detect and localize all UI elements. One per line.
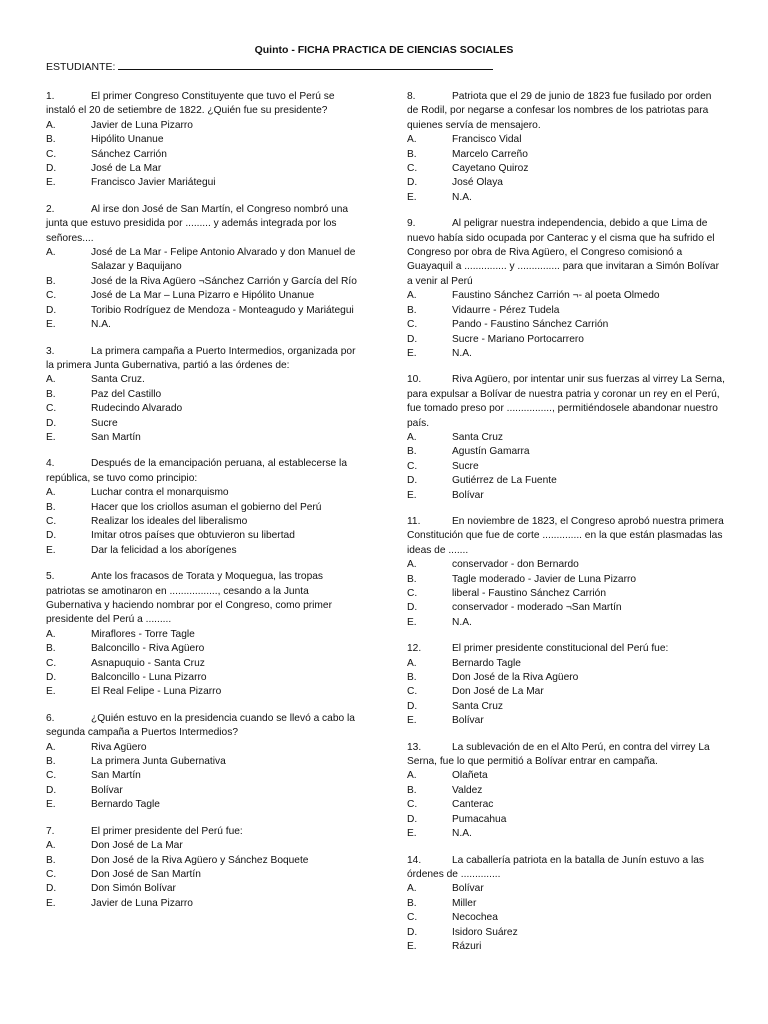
question-number: 2. (46, 203, 55, 215)
answer-option[interactable] (46, 882, 364, 896)
question-text: El primer Congreso Constituyente que tuvo el Perú se instaló el 20 de setiembre de 1822. ¿Quién fue su presidente? (46, 91, 335, 117)
option-text: San Martín (91, 770, 141, 782)
answer-option[interactable] (407, 162, 725, 176)
answer-option[interactable] (407, 489, 725, 503)
option-letter: A. (46, 741, 56, 753)
answer-option[interactable] (407, 897, 725, 911)
answer-option[interactable] (407, 926, 725, 940)
question-stem (407, 515, 725, 558)
option-text: Faustino Sánchez Carrión ¬- al poeta Olmedo (452, 290, 660, 302)
option-text: José Olaya (452, 177, 503, 189)
answer-option[interactable] (407, 827, 725, 841)
student-name-field (46, 59, 493, 73)
answer-option[interactable] (46, 897, 364, 911)
option-text: Imitar otros países que obtuvieron su libertad (91, 530, 295, 542)
option-text: Valdez (452, 784, 483, 796)
answer-option[interactable] (46, 318, 364, 332)
option-letter: A. (46, 487, 56, 499)
answer-option[interactable] (407, 460, 725, 474)
option-letter: A. (46, 119, 56, 131)
option-letter: C. (407, 912, 418, 924)
option-letter: D. (46, 883, 57, 895)
answer-option[interactable] (407, 813, 725, 827)
option-text: Hacer que los criollos asuman el gobierno del Perú (91, 501, 322, 513)
question-number: 12. (407, 643, 422, 655)
question-stem (46, 570, 364, 628)
answer-option[interactable] (46, 685, 364, 699)
option-text: N.A. (452, 191, 472, 203)
question-stem (46, 345, 364, 374)
question-text: ¿Quién estuvo en la presidencia cuando se llevó a cabo la segunda campaña a Puertos Intermedios? (46, 712, 355, 739)
option-letter: D. (46, 784, 57, 796)
option-letter: D. (407, 926, 418, 938)
question-stem (46, 457, 364, 486)
option-text: El Real Felipe - Luna Pizarro (91, 686, 222, 698)
option-letter: E. (407, 828, 417, 840)
question-number: 11. (407, 515, 421, 527)
option-letter: A. (407, 134, 417, 146)
option-letter: A. (407, 883, 417, 895)
answer-option[interactable] (407, 587, 725, 601)
question-text: Patriota que el 29 de junio de 1823 fue fusilado por orden de Rodil, por negarse a confesar los nombres de los patriotas para quienes servía de mensajero. (407, 91, 712, 131)
answer-option[interactable] (46, 176, 364, 190)
question-stem (46, 712, 364, 741)
question-text: Ante los fracasos de Torata y Moquegua, las tropas patriotas se amotinaron en ................., cesando a la Junta Gubernativa y haciendo nombrar por el Congreso, como primer presidente del Perú a ......... (46, 571, 332, 626)
option-letter: C. (407, 686, 418, 698)
option-text: Marcelo Carreño (452, 148, 528, 160)
option-letter: E. (407, 489, 417, 501)
answer-option[interactable] (407, 601, 725, 615)
option-letter: D. (407, 177, 418, 189)
answer-option[interactable] (46, 544, 364, 558)
option-letter: B. (407, 446, 417, 458)
question-text: Riva Agüero, por intentar unir sus fuerzas al virrey La Serna, para expulsar a Bolívar de nuestra patria y coronar un rey en el Perú, fue tomado preso por ................, permitiéndosele abandonar nuestro país. (407, 374, 725, 429)
option-text: Don José de La Mar (91, 840, 183, 852)
answer-option[interactable] (407, 333, 725, 347)
option-letter: B. (407, 672, 417, 684)
option-text: Olañeta (452, 770, 488, 782)
question-number: 1. (46, 91, 55, 102)
option-letter: B. (407, 304, 417, 316)
option-letter: B. (46, 134, 56, 146)
answer-option[interactable] (407, 347, 725, 361)
option-letter: A. (407, 431, 417, 443)
question-number: 9. (407, 218, 416, 230)
answer-option[interactable] (46, 148, 364, 162)
option-letter: B. (46, 501, 56, 513)
option-text: Bernardo Tagle (452, 657, 521, 669)
option-text: Don José de La Mar (452, 686, 544, 698)
option-text: Francisco Javier Mariátegui (91, 177, 216, 189)
option-text: La primera Junta Gubernativa (91, 756, 226, 768)
answer-option[interactable] (407, 445, 725, 459)
option-letter: A. (407, 290, 417, 302)
answer-option[interactable] (46, 304, 364, 318)
option-text: Rázuri (452, 940, 482, 952)
question (407, 217, 725, 361)
option-letter: B. (407, 897, 417, 909)
option-letter: E. (46, 544, 56, 556)
option-text: Santa Cruz. (91, 374, 145, 386)
option-letter: C. (46, 657, 57, 669)
question (46, 345, 364, 446)
option-letter: D. (407, 602, 418, 614)
question-stem (46, 203, 364, 246)
answer-option[interactable] (46, 839, 364, 853)
answer-option[interactable] (46, 373, 364, 387)
option-text: Tagle moderado - Javier de Luna Pizarro (452, 573, 637, 585)
option-letter: C. (46, 403, 57, 415)
option-letter: E. (407, 616, 417, 628)
option-text: N.A. (91, 319, 111, 331)
question-number: 4. (46, 458, 55, 470)
option-letter: A. (46, 840, 56, 852)
question (46, 90, 364, 191)
question (407, 854, 725, 955)
option-letter: B. (46, 756, 56, 768)
question-number: 5. (46, 571, 55, 583)
answer-option[interactable] (46, 755, 364, 769)
option-text: Sánchez Carrión (91, 148, 167, 160)
question (46, 570, 364, 700)
answer-option[interactable] (46, 628, 364, 642)
answer-option[interactable] (46, 246, 364, 275)
question-text: Al peligrar nuestra independencia, debido a que Lima de nuevo había sido ocupada por Canterac y el cisma que ha sufrido el Congreso por obra de Riva Agüero, el Congreso comisionó a Guayaquil a ............... y ............... para que invitaran a Simón Bolívar a venir al Perú (407, 218, 719, 287)
question (407, 741, 725, 842)
option-text: Rudecindo Alvarado (91, 403, 183, 415)
question-stem (407, 217, 725, 289)
left-column (46, 90, 364, 923)
option-letter: C. (46, 290, 57, 302)
answer-option[interactable] (46, 642, 364, 656)
option-letter: E. (46, 177, 56, 189)
option-text: Miller (452, 897, 477, 909)
answer-option[interactable] (46, 868, 364, 882)
option-letter: D. (407, 475, 418, 487)
option-text: Cayetano Quiroz (452, 163, 529, 175)
answer-option[interactable] (407, 911, 725, 925)
option-letter: E. (46, 431, 56, 443)
answer-option[interactable] (407, 304, 725, 318)
option-text: Don José de San Martín (91, 868, 201, 880)
option-letter: A. (46, 247, 56, 259)
option-text: Canterac (452, 799, 494, 811)
option-text: conservador - don Bernardo (452, 559, 579, 571)
question-number: 6. (46, 712, 55, 724)
option-text: Agustín Gamarra (452, 446, 530, 458)
question-text: El primer presidente constitucional del Perú fue: (452, 643, 669, 655)
option-text: Sucre - Mariano Portocarrero (452, 333, 584, 345)
option-text: Realizar los ideales del liberalismo (91, 515, 248, 527)
option-text: liberal - Faustino Sánchez Carrión (452, 588, 607, 599)
option-letter: E. (407, 940, 417, 952)
option-text: Hipólito Unanue (91, 134, 164, 146)
option-letter: E. (407, 715, 417, 727)
option-letter: B. (46, 854, 56, 866)
question (46, 825, 364, 911)
question (407, 642, 725, 728)
option-letter: D. (407, 333, 418, 345)
question-text: La sublevación de en el Alto Perú, en contra del virrey La Serna, fue lo que permitió a Bolívar entrar en campaña. (407, 741, 710, 768)
answer-option[interactable] (46, 671, 364, 685)
page-title: Quinto - FICHA PRACTICA DE CIENCIAS SOCIALES (254, 44, 514, 56)
answer-option[interactable] (407, 700, 725, 714)
option-text: Gutiérrez de La Fuente (452, 475, 557, 487)
option-text: Riva Agüero (91, 741, 147, 753)
answer-option[interactable] (407, 882, 725, 896)
student-label: ESTUDIANTE: (46, 61, 116, 73)
option-text: Necochea (452, 912, 498, 924)
option-text: Sucre (452, 460, 479, 472)
answer-option[interactable] (407, 714, 725, 728)
option-letter: E. (46, 686, 56, 698)
option-text: Bolívar (452, 489, 484, 501)
answer-option[interactable] (407, 657, 725, 671)
option-text: Bolívar (91, 784, 123, 796)
question (46, 203, 364, 333)
option-text: Miraflores - Torre Tagle (91, 628, 195, 640)
answer-option[interactable] (46, 486, 364, 500)
answer-option[interactable] (46, 417, 364, 431)
answer-option[interactable] (407, 573, 725, 587)
option-letter: B. (407, 784, 417, 796)
answer-option[interactable] (46, 133, 364, 147)
question (46, 712, 364, 813)
option-letter: A. (46, 374, 56, 386)
question-text: En noviembre de 1823, el Congreso aprobó nuestra primera Constitución que fue de corte .............. en la que están plasmadas las ideas de ....... (407, 515, 724, 556)
question (407, 373, 725, 503)
option-text: Isidoro Suárez (452, 926, 518, 938)
answer-option[interactable] (407, 148, 725, 162)
option-letter: C. (407, 799, 418, 811)
option-text: N.A. (452, 347, 472, 359)
option-text: Asnapuquio - Santa Cruz (91, 657, 205, 669)
option-letter: E. (46, 897, 56, 909)
option-letter: D. (46, 163, 57, 175)
answer-option[interactable] (407, 289, 725, 303)
option-text: Bernardo Tagle (91, 799, 160, 811)
option-text: Bolívar (452, 883, 484, 895)
answer-option[interactable] (407, 133, 725, 147)
question-text: La caballería patriota en la batalla de Junín estuvo a las órdenes de .............. (407, 854, 705, 880)
question-stem (46, 825, 364, 839)
answer-option[interactable] (407, 318, 725, 332)
question-text: Al irse don José de San Martín, el Congreso nombró una junta que estuvo presidida por ......... y además integrada por los señores.... (46, 203, 349, 244)
option-letter: D. (46, 304, 57, 316)
option-text: Don José de la Riva Agüero y Sánchez Boquete (91, 854, 309, 866)
question-stem (407, 642, 725, 656)
option-letter: C. (46, 515, 57, 527)
answer-option[interactable] (46, 741, 364, 755)
question-number: 7. (46, 825, 55, 837)
answer-option[interactable] (46, 798, 364, 812)
question (407, 90, 725, 205)
question-stem (46, 90, 364, 119)
answer-option[interactable] (407, 685, 725, 699)
option-letter: E. (407, 347, 417, 359)
option-letter: D. (46, 417, 57, 429)
option-text: conservador - moderado ¬San Martín (452, 602, 622, 614)
question (407, 515, 725, 630)
option-text: José de la Riva Agüero ¬Sánchez Carrión y García del Río (91, 275, 357, 287)
option-letter: B. (46, 388, 56, 400)
option-text: Javier de Luna Pizarro (91, 119, 193, 131)
question-number: 3. (46, 345, 55, 357)
answer-option[interactable] (407, 616, 725, 630)
option-letter: C. (407, 163, 418, 175)
option-letter: D. (46, 530, 57, 542)
option-letter: D. (407, 700, 418, 712)
answer-option[interactable] (407, 176, 725, 190)
option-letter: C. (407, 460, 418, 472)
option-text: Paz del Castillo (91, 388, 162, 400)
answer-option[interactable] (46, 784, 364, 798)
question-text: El primer presidente del Perú fue: (91, 825, 243, 837)
option-text: Vidaurre - Pérez Tudela (452, 304, 560, 316)
option-text: Dar la felicidad a los aborígenes (91, 544, 237, 556)
option-text: José de La Mar (91, 163, 162, 175)
option-letter: C. (407, 319, 418, 331)
answer-option[interactable] (46, 515, 364, 529)
option-text: Santa Cruz (452, 700, 503, 712)
option-letter: A. (407, 657, 417, 669)
answer-option[interactable] (46, 289, 364, 303)
option-letter: D. (407, 813, 418, 825)
answer-option[interactable] (46, 854, 364, 868)
question (46, 457, 364, 558)
question-stem (407, 373, 725, 431)
question-stem (407, 854, 725, 883)
answer-option[interactable] (46, 388, 364, 402)
option-text: José de La Mar – Luna Pizarro e Hipólito Unanue (91, 290, 315, 302)
option-text: Toribio Rodríguez de Mendoza - Monteagudo y Mariátegui (91, 304, 354, 316)
answer-option[interactable] (407, 798, 725, 812)
answer-option[interactable] (407, 784, 725, 798)
question-number: 13. (407, 741, 422, 753)
option-text: Bolívar (452, 715, 484, 727)
option-letter: B. (407, 573, 417, 585)
option-text: Don José de la Riva Agüero (452, 672, 579, 684)
option-text: San Martín (91, 431, 141, 443)
question-text: Después de la emancipación peruana, al establecerse la república, se tuvo como principio: (46, 458, 347, 484)
option-letter: A. (46, 628, 56, 640)
answer-option[interactable] (46, 431, 364, 445)
answer-option[interactable] (407, 940, 725, 954)
option-text: N.A. (452, 828, 472, 840)
option-letter: A. (407, 770, 417, 782)
option-text: Santa Cruz (452, 431, 503, 443)
option-letter: B. (46, 643, 56, 655)
answer-option[interactable] (46, 769, 364, 783)
answer-option[interactable] (407, 431, 725, 445)
question-number: 10. (407, 374, 422, 386)
student-name-line[interactable] (118, 59, 493, 70)
option-text: Don Simón Bolívar (91, 883, 176, 895)
answer-option[interactable] (46, 657, 364, 671)
option-letter: C. (46, 868, 57, 880)
option-text: Balconcillo - Luna Pizarro (91, 672, 207, 684)
answer-option[interactable] (407, 671, 725, 685)
question-number: 8. (407, 91, 416, 102)
option-letter: B. (407, 148, 417, 160)
option-letter: E. (46, 319, 56, 331)
answer-option[interactable] (407, 769, 725, 783)
right-column (407, 90, 725, 966)
option-text: Balconcillo - Riva Agüero (91, 643, 205, 655)
option-letter: E. (407, 191, 417, 203)
answer-option[interactable] (46, 119, 364, 133)
option-letter: D. (46, 672, 57, 684)
option-text: Pando - Faustino Sánchez Carrión (452, 319, 609, 331)
option-text: Francisco Vidal (452, 134, 522, 146)
option-letter: E. (46, 799, 56, 811)
option-letter: C. (46, 770, 57, 782)
option-letter: C. (407, 588, 418, 599)
answer-option[interactable] (46, 501, 364, 515)
option-text: Pumacahua (452, 813, 507, 825)
option-letter: A. (407, 559, 417, 571)
option-text: Luchar contra el monarquismo (91, 487, 229, 499)
answer-option[interactable] (46, 275, 364, 289)
question-stem (407, 90, 725, 133)
option-text: N.A. (452, 616, 472, 628)
answer-option[interactable] (46, 402, 364, 416)
answer-option[interactable] (46, 529, 364, 543)
answer-option[interactable] (407, 191, 725, 205)
option-text: Sucre (91, 417, 118, 429)
answer-option[interactable] (407, 558, 725, 572)
answer-option[interactable] (46, 162, 364, 176)
question-stem (407, 741, 725, 770)
question-number: 14. (407, 854, 422, 866)
answer-option[interactable] (407, 474, 725, 488)
option-text: José de La Mar - Felipe Antonio Alvarado y don Manuel de Salazar y Baquijano (91, 247, 356, 273)
option-letter: C. (46, 148, 57, 160)
question-text: La primera campaña a Puerto Intermedios, organizada por la primera Junta Gubernativa, partió a las órdenes de: (46, 345, 356, 371)
option-text: Javier de Luna Pizarro (91, 897, 193, 909)
option-letter: B. (46, 275, 56, 287)
